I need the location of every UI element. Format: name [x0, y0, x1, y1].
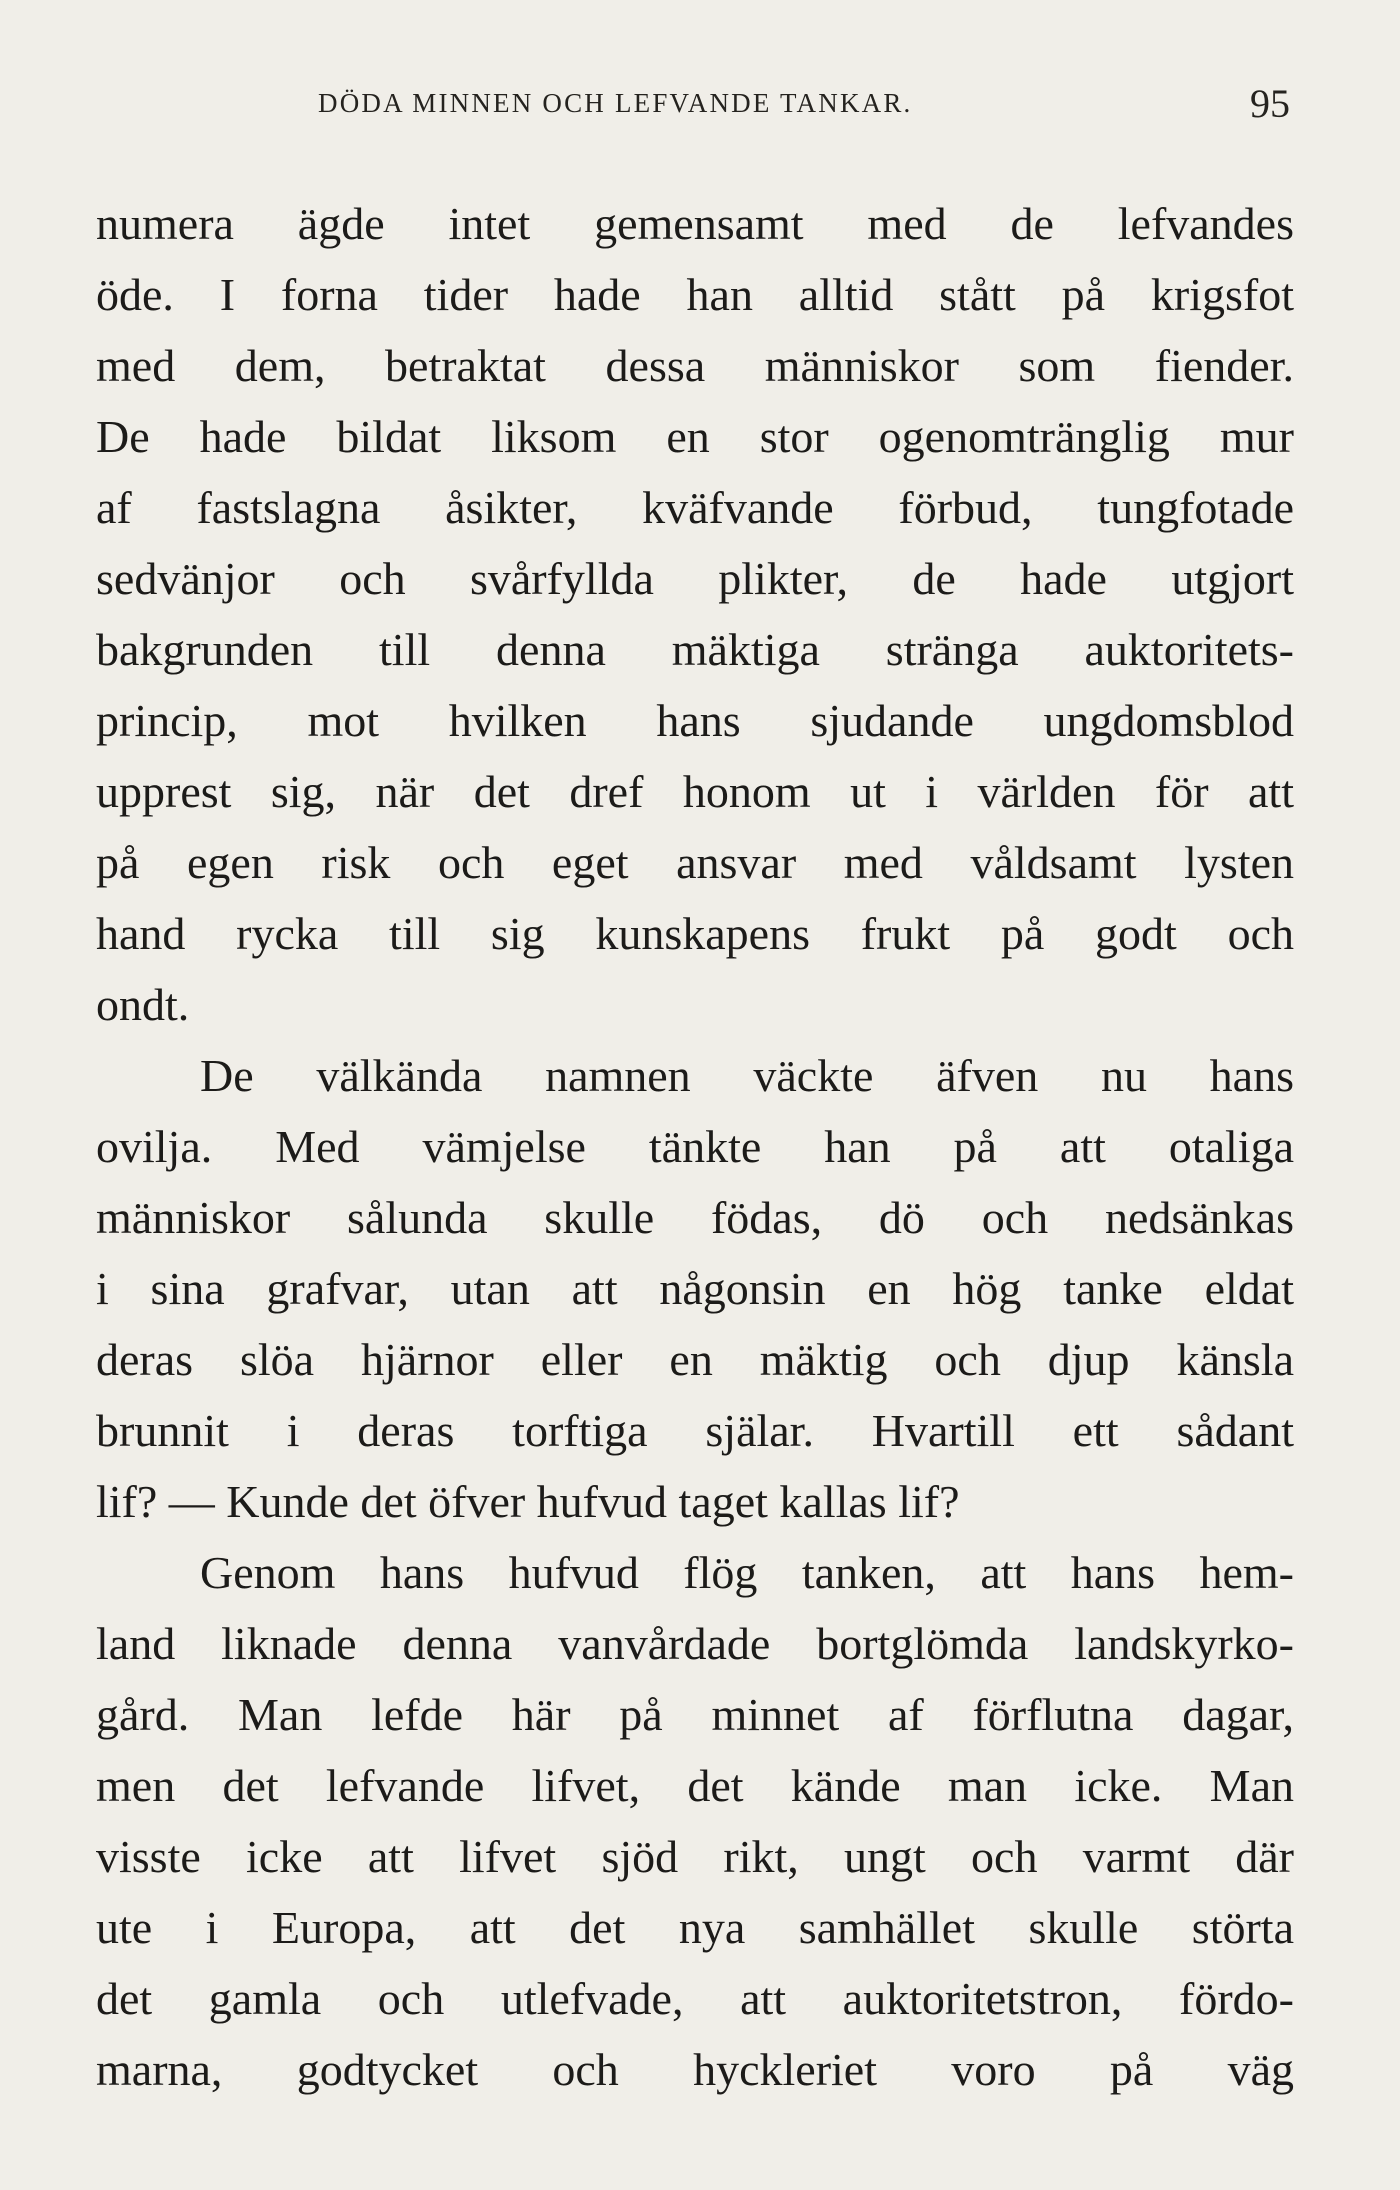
text-line: brunnit i deras torftiga själar. Hvartill ett sådant — [96, 1405, 1294, 1456]
text-line: men det lefvande lifvet, det kände man icke. Man — [96, 1760, 1294, 1811]
text-line: numera ägde intet gemensamt med de lefvandes — [96, 198, 1294, 249]
paragraph-start-line: De välkända namnen väckte äfven nu hans — [200, 1050, 1294, 1101]
text-line: hand rycka till sig kunskapens frukt på godt och — [96, 908, 1294, 959]
text-line: sedvänjor och svårfyllda plikter, de hade utgjort — [96, 553, 1294, 604]
text-line: öde. I forna tider hade han alltid stått på krigsfot — [96, 269, 1294, 320]
text-line: visste icke att lifvet sjöd rikt, ungt och varmt där — [96, 1831, 1294, 1882]
text-line: land liknade denna vanvårdade bortglömda landskyrko- — [96, 1618, 1294, 1669]
paragraph-start-line: Genom hans hufvud flög tanken, att hans hem- — [200, 1547, 1294, 1598]
text-line: bakgrunden till denna mäktiga stränga auktoritets- — [96, 624, 1294, 675]
paragraph-end-line: ondt. — [96, 979, 190, 1030]
text-line: gård. Man lefde här på minnet af förflutna dagar, — [96, 1689, 1294, 1740]
text-line: marna, godtycket och hyckleriet voro på väg — [96, 2044, 1294, 2095]
text-line: ovilja. Med vämjelse tänkte han på att otaliga — [96, 1121, 1294, 1172]
text-line: med dem, betraktat dessa människor som fiender. — [96, 340, 1294, 391]
text-line: De hade bildat liksom en stor ogenomtränglig mur — [96, 411, 1294, 462]
body-text — [96, 188, 1294, 2128]
running-head: DÖDA MINNEN OCH LEFVANDE TANKAR. — [318, 88, 913, 118]
text-line: människor sålunda skulle födas, dö och nedsänkas — [96, 1192, 1294, 1243]
text-line: det gamla och utlefvade, att auktoritetstron, fördo- — [96, 1973, 1294, 2024]
page-number: 95 — [1250, 81, 1290, 126]
text-line: upprest sig, när det dref honom ut i världen för att — [96, 766, 1294, 817]
text-line: ute i Europa, att det nya samhället skulle störta — [96, 1902, 1294, 1953]
text-line: deras slöa hjärnor eller en mäktig och djup känsla — [96, 1334, 1294, 1385]
text-line: på egen risk och eget ansvar med våldsamt lysten — [96, 837, 1294, 888]
text-line: af fastslagna åsikter, kväfvande förbud, tungfotade — [96, 482, 1294, 533]
text-line: i sina grafvar, utan att någonsin en hög tanke eldat — [96, 1263, 1294, 1314]
text-line: princip, mot hvilken hans sjudande ungdomsblod — [96, 695, 1294, 746]
paragraph-end-line: lif? — Kunde det öfver hufvud taget kallas lif? — [96, 1476, 960, 1527]
